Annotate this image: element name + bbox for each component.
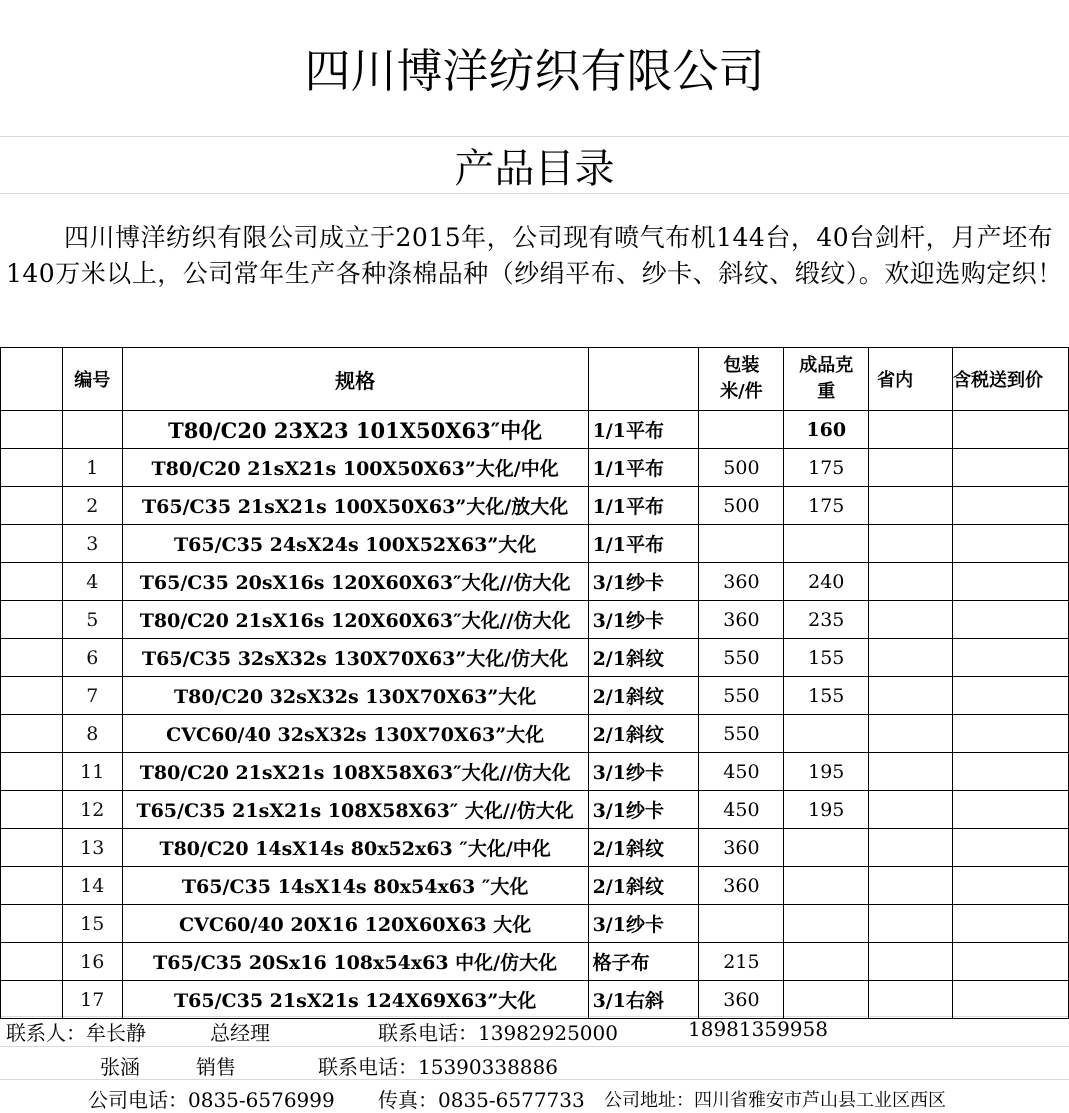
row-province xyxy=(869,639,953,677)
row-pack xyxy=(699,411,784,449)
row-weight: 155 xyxy=(784,677,869,715)
row-price xyxy=(953,449,1069,487)
header-weave xyxy=(588,348,699,411)
row-weight: 195 xyxy=(784,753,869,791)
header-pack: 包装米/件 xyxy=(699,348,784,411)
row-pack: 450 xyxy=(699,791,784,829)
row-weave: 2/1斜纹 xyxy=(588,867,699,905)
row-province xyxy=(869,905,953,943)
row-weave: 1/1平布 xyxy=(588,487,699,525)
row-no: 17 xyxy=(62,981,122,1019)
row-spec: T65/C35 21sX21s 100X50X63”大化/放大化 xyxy=(122,487,588,525)
contact2-name: 张涵 xyxy=(100,1055,140,1079)
row-price xyxy=(953,867,1069,905)
row-province xyxy=(869,981,953,1019)
row-spec: T65/C35 32sX32s 130X70X63”大化/仿大化 xyxy=(122,639,588,677)
table-row xyxy=(1,487,1069,525)
row-weave: 1/1平布 xyxy=(588,449,699,487)
row-weave: 格子布 xyxy=(588,943,699,981)
catalog-title: 产品目录 xyxy=(454,145,615,192)
row-pack: 450 xyxy=(699,753,784,791)
blank-cell xyxy=(1,525,63,563)
row-weave: 3/1纱卡 xyxy=(588,753,699,791)
row-pack: 215 xyxy=(699,943,784,981)
row-no: 1 xyxy=(62,449,122,487)
table-row xyxy=(1,715,1069,753)
row-no: 15 xyxy=(62,905,122,943)
row-price xyxy=(953,563,1069,601)
row-province xyxy=(869,563,953,601)
row-weave: 3/1右斜 xyxy=(588,981,699,1019)
row-no: 16 xyxy=(62,943,122,981)
contact2-phone: 联系电话：15390338886 xyxy=(318,1055,558,1079)
row-weave: 1/1平布 xyxy=(588,525,699,563)
row-weight xyxy=(784,829,869,867)
table-row xyxy=(1,563,1069,601)
row-spec: T65/C35 20Sx16 108x54x63 中化/仿大化 xyxy=(122,943,588,981)
row-pack: 360 xyxy=(699,981,784,1019)
blank-cell xyxy=(1,601,63,639)
blank-cell xyxy=(1,943,63,981)
row-price xyxy=(953,601,1069,639)
row-price xyxy=(953,639,1069,677)
row-price xyxy=(953,525,1069,563)
table-header-row xyxy=(1,348,1069,411)
row-no: 8 xyxy=(62,715,122,753)
row-spec: T80/C20 23X23 101X50X63″中化 xyxy=(122,411,588,449)
row-weave: 3/1纱卡 xyxy=(588,905,699,943)
row-spec: T65/C35 20sX16s 120X60X63″大化//仿大化 xyxy=(122,563,588,601)
row-weight: 175 xyxy=(784,449,869,487)
table-row xyxy=(1,449,1069,487)
row-weight: 240 xyxy=(784,563,869,601)
row-no: 4 xyxy=(62,563,122,601)
row-weight: 155 xyxy=(784,639,869,677)
row-price xyxy=(953,753,1069,791)
blank-cell xyxy=(1,753,63,791)
row-province xyxy=(869,753,953,791)
row-weight xyxy=(784,867,869,905)
blank-cell xyxy=(1,715,63,753)
row-weight: 175 xyxy=(784,487,869,525)
row-no: 11 xyxy=(62,753,122,791)
row-pack: 360 xyxy=(699,829,784,867)
row-province xyxy=(869,677,953,715)
row-weight: 235 xyxy=(784,601,869,639)
table-row xyxy=(1,829,1069,867)
row-weave: 1/1平布 xyxy=(588,411,699,449)
blank-cell xyxy=(1,411,63,449)
table-row xyxy=(1,639,1069,677)
row-price xyxy=(953,829,1069,867)
table-row xyxy=(1,677,1069,715)
row-weight xyxy=(784,943,869,981)
row-price xyxy=(953,791,1069,829)
row-pack: 500 xyxy=(699,449,784,487)
row-price xyxy=(953,677,1069,715)
table-row xyxy=(1,601,1069,639)
row-weave: 3/1纱卡 xyxy=(588,791,699,829)
row-spec: T65/C35 21sX21s 108X58X63″ 大化//仿大化 xyxy=(122,791,588,829)
header-province: 省内 xyxy=(869,348,953,411)
row-pack: 360 xyxy=(699,563,784,601)
row-no: 2 xyxy=(62,487,122,525)
contact1-name: 联系人：牟长静 xyxy=(6,1021,146,1045)
header-price: 含税送到价 xyxy=(953,348,1069,411)
row-pack: 500 xyxy=(699,487,784,525)
row-price xyxy=(953,905,1069,943)
row-province xyxy=(869,715,953,753)
row-province xyxy=(869,487,953,525)
row-price xyxy=(953,411,1069,449)
contact1-phone2: 18981359958 xyxy=(688,1017,828,1041)
row-pack: 550 xyxy=(699,639,784,677)
contact1-phone: 联系电话：13982925000 xyxy=(378,1021,618,1045)
row-province xyxy=(869,601,953,639)
row-weight xyxy=(784,525,869,563)
row-spec: CVC60/40 32sX32s 130X70X63”大化 xyxy=(122,715,588,753)
row-no: 13 xyxy=(62,829,122,867)
row-province xyxy=(869,449,953,487)
header-blank xyxy=(1,348,63,411)
blank-cell xyxy=(1,449,63,487)
row-spec: T80/C20 32sX32s 130X70X63”大化 xyxy=(122,677,588,715)
row-price xyxy=(953,487,1069,525)
row-price xyxy=(953,943,1069,981)
row-weight xyxy=(784,715,869,753)
table-row xyxy=(1,867,1069,905)
row-pack: 550 xyxy=(699,715,784,753)
row-weave: 3/1纱卡 xyxy=(588,563,699,601)
row-spec: T65/C35 24sX24s 100X52X63”大化 xyxy=(122,525,588,563)
blank-cell xyxy=(1,905,63,943)
blank-cell xyxy=(1,563,63,601)
row-province xyxy=(869,829,953,867)
row-no: 3 xyxy=(62,525,122,563)
company-phone: 公司电话：0835-6576999 xyxy=(88,1088,335,1112)
row-weight: 160 xyxy=(784,411,869,449)
table-row xyxy=(1,943,1069,981)
fax: 传真：0835-6577733 xyxy=(378,1088,585,1112)
contact2-title: 销售 xyxy=(196,1055,236,1079)
row-province xyxy=(869,943,953,981)
row-pack: 550 xyxy=(699,677,784,715)
row-weave: 2/1斜纹 xyxy=(588,715,699,753)
blank-cell xyxy=(1,639,63,677)
company-title: 四川博洋纺织有限公司 xyxy=(304,44,765,98)
blank-cell xyxy=(1,829,63,867)
row-province xyxy=(869,525,953,563)
row-no: 12 xyxy=(62,791,122,829)
row-pack xyxy=(699,525,784,563)
row-weight xyxy=(784,981,869,1019)
row-no xyxy=(62,411,122,449)
blank-cell xyxy=(1,867,63,905)
row-spec: T80/C20 21sX21s 108X58X63″大化//仿大化 xyxy=(122,753,588,791)
intro-paragraph: 四川博洋纺织有限公司成立于2015年，公司现有喷气布机144台，40台剑杆，月产坯布140万米以上，公司常年生产各种涤棉品种（纱绢平布、纱卡、斜纹、缎纹）。欢迎选购定织！ xyxy=(6,223,1063,288)
header-no: 编号 xyxy=(62,348,122,411)
row-spec: T65/C35 14sX14s 80x54x63 ″大化 xyxy=(122,867,588,905)
row-spec: CVC60/40 20X16 120X60X63 大化 xyxy=(122,905,588,943)
row-weave: 2/1斜纹 xyxy=(588,639,699,677)
row-province xyxy=(869,791,953,829)
table-row xyxy=(1,753,1069,791)
header-spec: 规格 xyxy=(122,348,588,411)
row-weave: 2/1斜纹 xyxy=(588,829,699,867)
blank-cell xyxy=(1,677,63,715)
row-no: 14 xyxy=(62,867,122,905)
table-row xyxy=(1,411,1069,449)
table-row xyxy=(1,905,1069,943)
address: 公司地址：四川省雅安市芦山县工业区西区 xyxy=(604,1090,946,1111)
row-spec: T65/C35 21sX21s 124X69X63”大化 xyxy=(122,981,588,1019)
row-price xyxy=(953,981,1069,1019)
row-pack: 360 xyxy=(699,867,784,905)
row-province xyxy=(869,867,953,905)
row-weight: 195 xyxy=(784,791,869,829)
row-no: 5 xyxy=(62,601,122,639)
row-spec: T80/C20 21sX21s 100X50X63”大化/中化 xyxy=(122,449,588,487)
row-weave: 2/1斜纹 xyxy=(588,677,699,715)
table-row xyxy=(1,525,1069,563)
row-no: 7 xyxy=(62,677,122,715)
row-pack: 360 xyxy=(699,601,784,639)
row-weave: 3/1纱卡 xyxy=(588,601,699,639)
header-weight: 成品克重 xyxy=(784,348,869,411)
blank-cell xyxy=(1,487,63,525)
row-weight xyxy=(784,905,869,943)
row-no: 6 xyxy=(62,639,122,677)
contact1-title: 总经理 xyxy=(210,1021,270,1045)
table-row xyxy=(1,791,1069,829)
table-row xyxy=(1,981,1069,1019)
blank-cell xyxy=(1,791,63,829)
row-province xyxy=(869,411,953,449)
row-pack xyxy=(699,905,784,943)
blank-cell xyxy=(1,981,63,1019)
row-spec: T80/C20 21sX16s 120X60X63″大化//仿大化 xyxy=(122,601,588,639)
product-table xyxy=(0,347,1069,1019)
row-price xyxy=(953,715,1069,753)
row-spec: T80/C20 14sX14s 80x52x63 ″大化/中化 xyxy=(122,829,588,867)
